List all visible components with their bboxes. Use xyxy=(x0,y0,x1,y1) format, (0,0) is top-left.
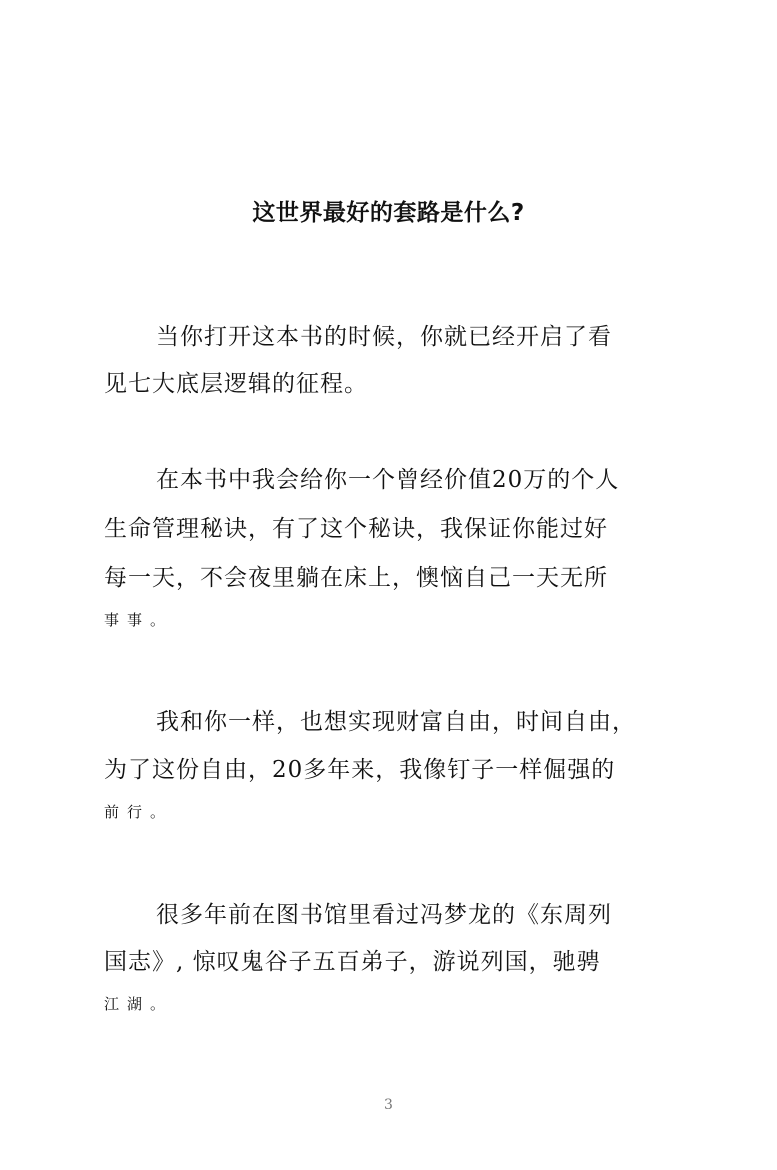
paragraph-4-line-3: 江湖。 xyxy=(104,995,174,1013)
paragraph-2-line-1: 在本书中我会给你一个曾经价值20万的个人 xyxy=(156,467,620,493)
paragraph-3-line-3: 前行。 xyxy=(104,803,174,821)
paragraph-2-line-4: 事事。 xyxy=(104,611,174,629)
paragraph-2-line-3: 每一天，不会夜里躺在床上，懊恼自己一天无所 xyxy=(104,565,608,591)
paragraph-4-line-2: 国志》, 惊叹鬼谷子五百弟子，游说列国，驰骋 xyxy=(104,949,601,975)
paragraph-3-line-1: 我和你一样，也想实现财富自由，时间自由， xyxy=(156,709,636,735)
paragraph-4-line-1: 很多年前在图书馆里看过冯梦龙的《东周列 xyxy=(156,902,612,928)
paragraph-1-line-1: 当你打开这本书的时候，你就已经开启了看 xyxy=(156,324,612,350)
paragraph-1-line-2: 见七大底层逻辑的征程。 xyxy=(104,371,368,397)
paragraph-2-line-2: 生命管理秘诀，有了这个秘诀，我保证你能过好 xyxy=(104,516,608,542)
page-number: 3 xyxy=(384,1097,393,1113)
paragraph-3-line-2: 为了这份自由，20多年来，我像钉子一样倔强的 xyxy=(104,757,616,783)
page-title: 这世界最好的套路是什么? xyxy=(252,200,525,226)
